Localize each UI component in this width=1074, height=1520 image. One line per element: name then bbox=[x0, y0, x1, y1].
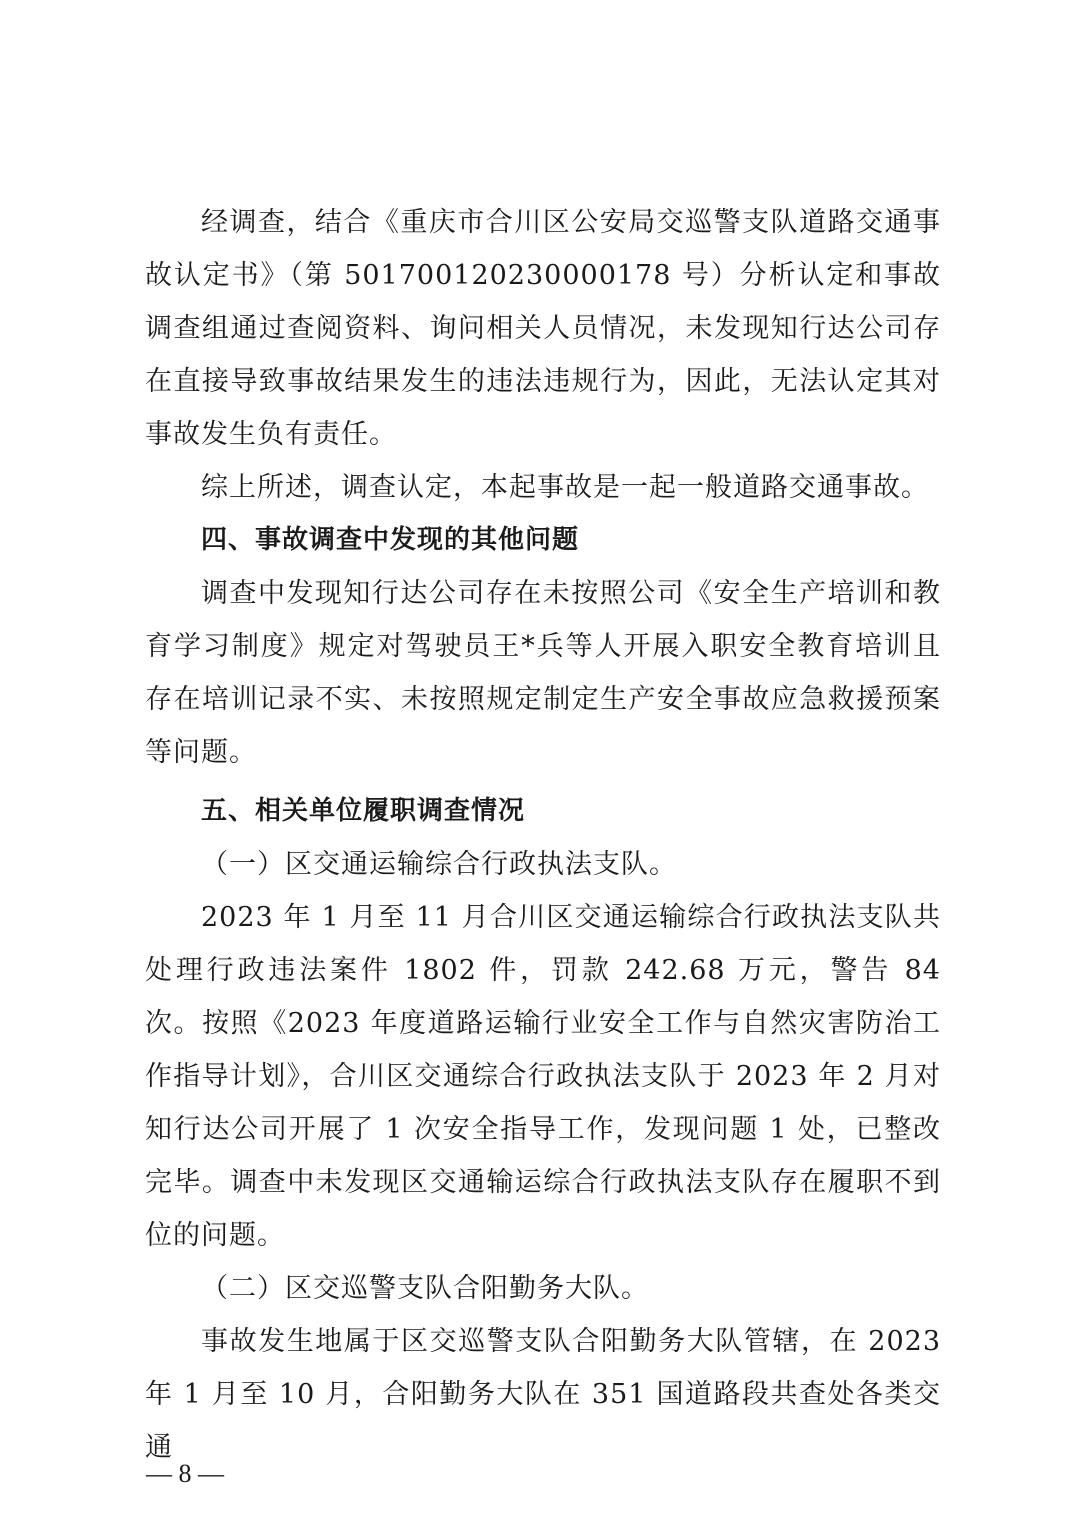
page-number: — 8 — bbox=[146, 1459, 224, 1488]
subheading-traffic-police: （二）区交巡警支队合阳勤务大队。 bbox=[201, 1273, 649, 1304]
paragraph-traffic-police: 事故发生地属于区交巡警支队合阳勤务大队管辖，在 2023 年 1 月至 10 月，合阳勤务大队在 351 国道路段共查处各类交通 bbox=[145, 1326, 941, 1463]
paragraph-transport-enforcement: 2023 年 1 月至 11 月合川区交通运输综合行政执法支队共处理行政违法案件 1802 件，罚款 242.68 万元，警告 84 次。按照《2023 年度道路运输行业安全工作与自然灾害防治工作指导计划》，合川区交通综合行政执法支队于 2023 年 2 月对知行达公司开展了 1 次安全指导工作，发现问题 1 处，已整改完毕。调查中未发现区交通输运综合行政执法支队存在履职不到位的问题。 bbox=[145, 902, 941, 1251]
paragraph-conclusion: 综上所述，调查认定，本起事故是一起一般道路交通事故。 bbox=[201, 472, 929, 503]
paragraph-other-issues: 调查中发现知行达公司存在未按照公司《安全生产培训和教育学习制度》规定对驾驶员王*兵等人开展入职安全教育培训且存在培训记录不实、未按照规定制定生产安全事故应急救援预案等问题。 bbox=[145, 578, 941, 768]
paragraph-investigation-finding: 经调查，结合《重庆市合川区公安局交巡警支队道路交通事故认定书》（第 501700120230000178 号）分析认定和事故调查组通过查阅资料、询问相关人员情况，未发现知行达公司存在直接导致事故结果发生的违法违规行为，因此，无法认定其对事故发生负有责任。 bbox=[145, 207, 941, 450]
subheading-transport-enforcement: （一）区交通运输综合行政执法支队。 bbox=[201, 849, 677, 880]
section-heading-other-issues: 四、事故调查中发现的其他问题 bbox=[201, 525, 580, 555]
section-heading-unit-duties: 五、相关单位履职调查情况 bbox=[201, 796, 526, 826]
document-body bbox=[145, 196, 941, 1474]
